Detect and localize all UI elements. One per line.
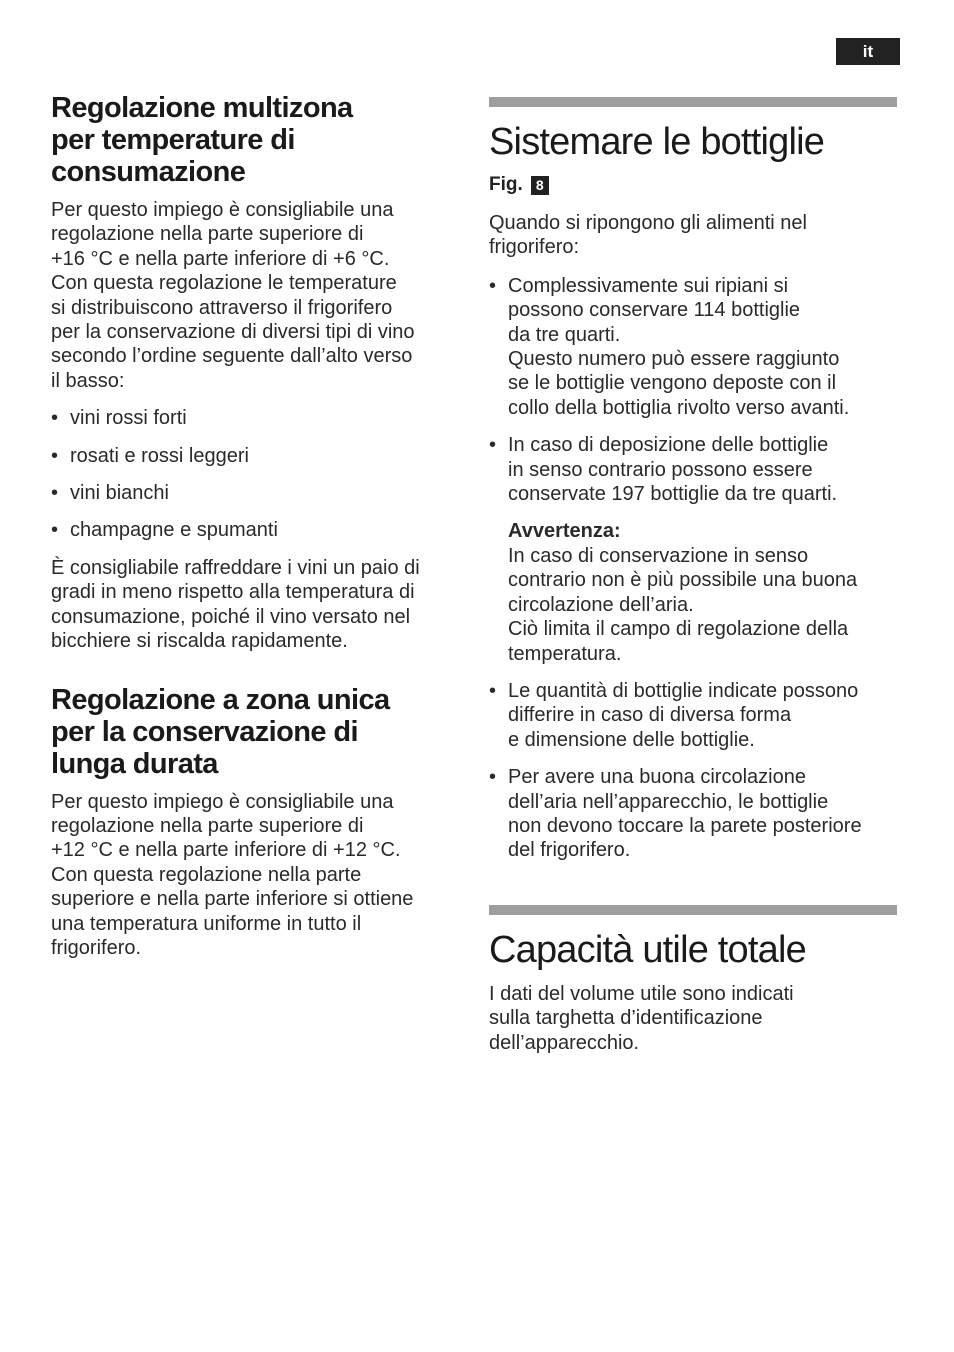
multizone-intro: Per questo impiego è consigliabile una regolazione nella parte superiore di +16 °C e nella parte inferiore di +6 °C. Con questa regolazione le temperature si distribuiscono attraverso il frigorifero per la conservazione di diversi tipi di vino secondo l’ordine seguente dall’alto verso il basso: (51, 199, 415, 392)
warning-title: Avvertenza: (508, 520, 621, 543)
multizone-heading: Regolazione multizona per temperature di consumazione (51, 92, 353, 188)
bottles-intro: Quando si ripongono gli alimenti nel frigorifero: (489, 212, 807, 259)
list-item: • Per avere una buona circolazione dell’aria nell’apparecchio, le bottiglie non devono toccare la parete posteriore del frigorifero. (489, 765, 901, 863)
list-item: • Complessivamente sui ripiani si possono conservare 114 bottiglie da tre quarti. Questo numero può essere raggiunto se le bottiglie vengono deposte con il collo della bottiglia rivolto verso avanti. (489, 274, 901, 420)
section-divider (489, 97, 897, 107)
bottles-heading: Sistemare le bottiglie (489, 121, 825, 163)
figure-label: Fig. (489, 174, 523, 195)
language-badge: it (836, 38, 900, 65)
multizone-advice: È consigliabile raffreddare i vini un paio di gradi in meno rispetto alla temperatura di consumazione, poiché il vino versato nel bicchiere si riscalda rapidamente. (51, 556, 420, 653)
warning-note: Avvertenza: In caso di conservazione in senso contrario non è più possibile una buona circolazione dell’aria. Ciò limita il campo di regolazione della temperatura. (508, 520, 858, 665)
single-zone-body: Per questo impiego è consigliabile una regolazione nella parte superiore di +12 °C e nella parte inferiore di +12 °C. Con questa regolazione nella parte superiore e nella parte inferiore si ottiene una temperatura uniforme in tutto il frigorifero. (51, 790, 414, 959)
figure-reference (489, 173, 901, 197)
right-column (489, 97, 901, 1055)
capacity-body: I dati del volume utile sono indicati sulla targhetta d’identificazione dell’apparecchio. (489, 982, 794, 1054)
list-item: • vini rossi forti (51, 406, 456, 430)
left-column (51, 92, 456, 960)
list-item: • Le quantità di bottiglie indicate possono differire in caso di diversa forma e dimensione delle bottiglie. (489, 679, 901, 752)
list-item: • champagne e spumanti (51, 518, 456, 542)
section-divider (489, 905, 897, 915)
list-item: • In caso di deposizione delle bottiglie in senso contrario possono essere conservate 197 bottiglie da tre quarti. Avvertenza: In caso di conservazione in senso contrario non è più possibile una buona circolazione dell’aria. Ciò limita il campo di regolazione della temperatura. (489, 433, 901, 666)
bottles-list (489, 274, 901, 863)
single-zone-heading: Regolazione a zona unica per la conservazione di lunga durata (51, 683, 390, 780)
list-item: • vini bianchi (51, 481, 456, 505)
figure-number-box: 8 (531, 176, 549, 195)
capacity-heading: Capacità utile totale (489, 928, 806, 971)
wine-order-list (51, 406, 456, 543)
list-item: • rosati e rossi leggeri (51, 444, 456, 468)
